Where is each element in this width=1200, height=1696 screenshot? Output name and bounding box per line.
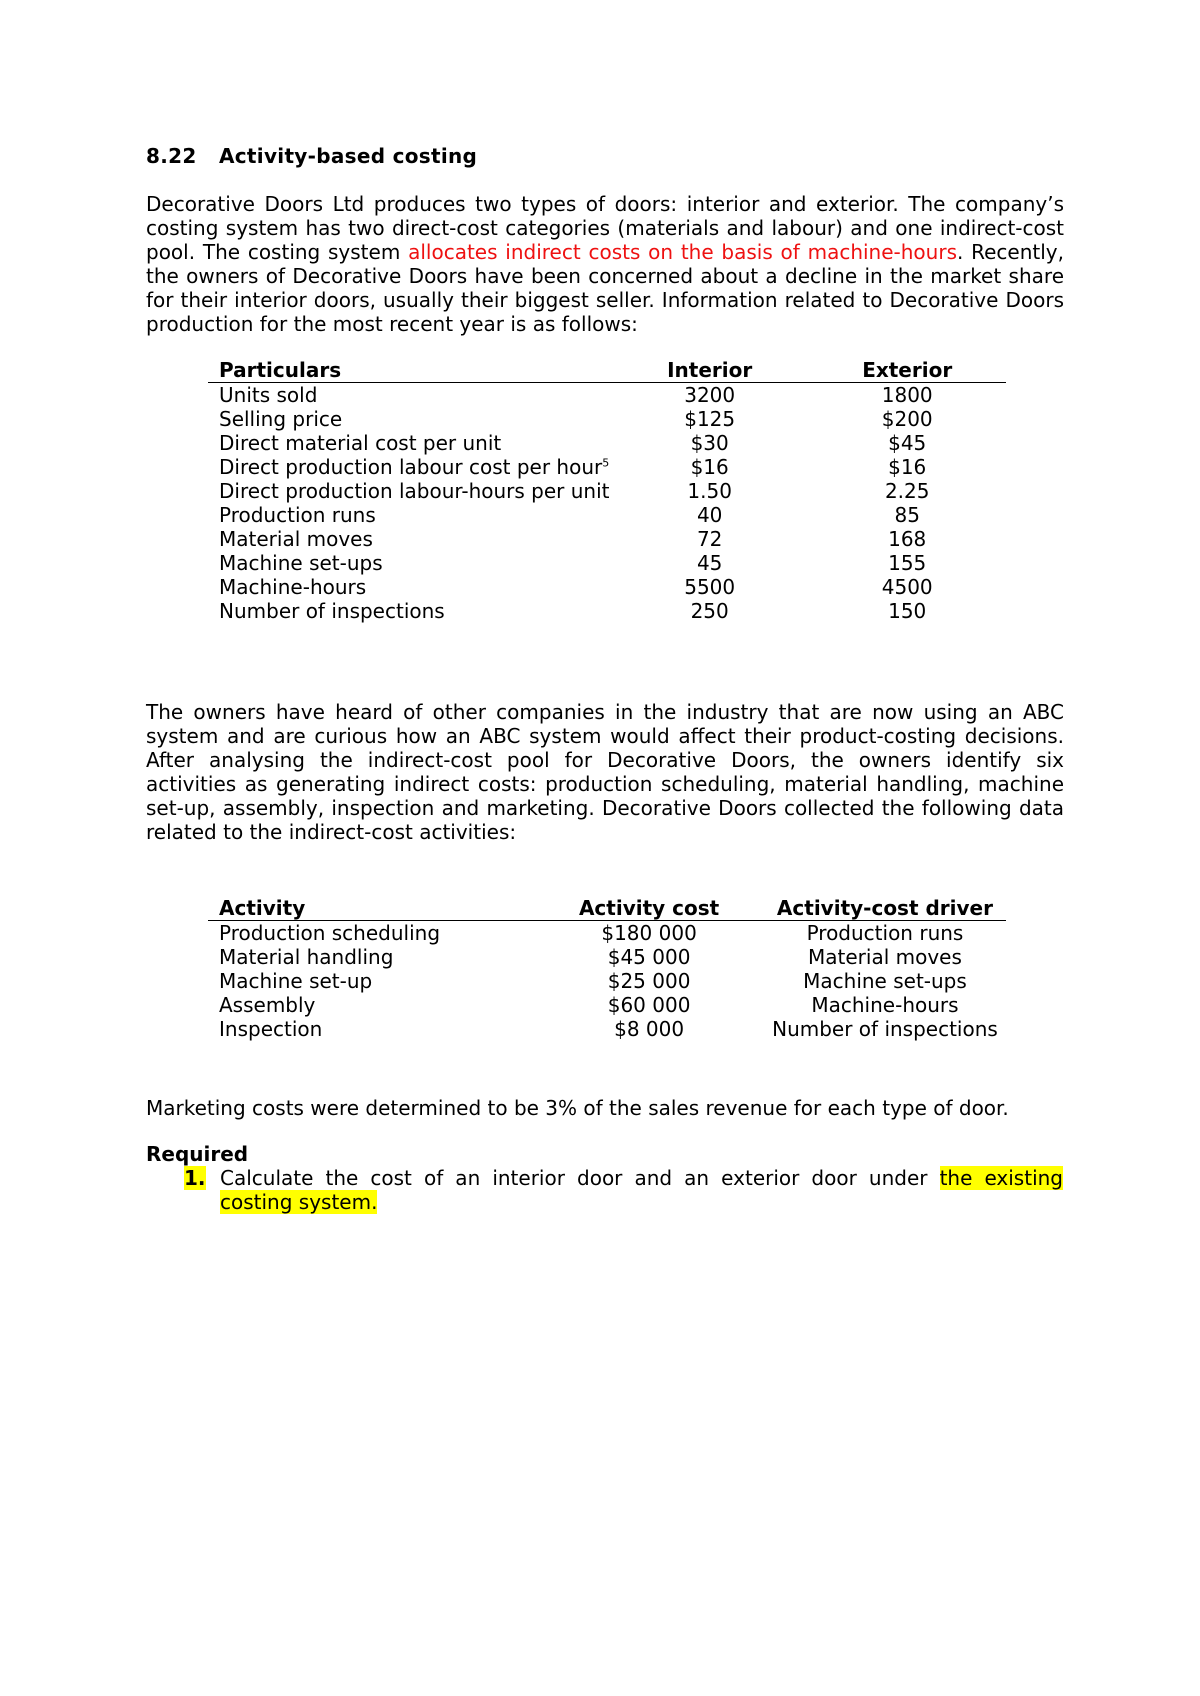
footnote-mark: 5 (602, 456, 610, 470)
table-cell: $25 000 (607, 969, 691, 993)
table-cell: Assembly (219, 993, 316, 1017)
table-row (208, 431, 1006, 455)
table-cell: Number of inspections (772, 1017, 998, 1041)
table-cell: 5500 (684, 575, 736, 599)
item-text: Calculate the cost of an interior door and an exterior door under (220, 1166, 940, 1190)
table-row (208, 503, 1006, 527)
table-cell: Direct material cost per unit (219, 431, 502, 455)
table-row (208, 599, 1006, 623)
table-cell: Direct production labour-hours per unit (219, 479, 610, 503)
table-cell: 85 (894, 503, 920, 527)
table-cell: $180 000 (601, 921, 697, 945)
required-list (184, 1166, 1064, 1214)
cell-text: Direct production labour cost per hour (219, 455, 603, 479)
table-cell: $16 (690, 455, 729, 479)
table-cell: Material handling (219, 945, 394, 969)
table-cell: Machine set-ups (803, 969, 967, 993)
table-row (208, 551, 1006, 575)
column-header: Exterior (808, 358, 1006, 383)
item-highlight-text: the existing costing system. (220, 1166, 1063, 1214)
table-cell: Selling price (219, 407, 343, 431)
table-cell: 1800 (881, 383, 933, 407)
table-cell: Material moves (219, 527, 373, 551)
section-title: Activity-based costing (219, 144, 478, 168)
table-cell: 4500 (881, 575, 933, 599)
table-cell: 1.50 (687, 479, 732, 503)
table-cell: $8 000 (614, 1017, 685, 1041)
table-row (208, 407, 1006, 431)
table-row (208, 479, 1006, 503)
table-row (208, 383, 1006, 408)
column-header: Activity (208, 896, 534, 921)
table-row (208, 945, 1006, 969)
table-row (208, 969, 1006, 993)
table-cell: Machine-hours (811, 993, 959, 1017)
table-row (208, 527, 1006, 551)
table-cell: $30 (690, 431, 729, 455)
section-heading (146, 144, 477, 168)
table-cell: 72 (696, 527, 723, 551)
table-cell: $60 000 (607, 993, 691, 1017)
table-cell: Machine set-up (219, 969, 373, 993)
marketing-paragraph: Marketing costs were determined to be 3% of the sales revenue for each type of door. (146, 1096, 1009, 1120)
list-item (184, 1166, 1063, 1214)
column-header: Activity-cost driver (764, 896, 1006, 921)
table-header-row (208, 896, 1006, 921)
table-cell: Units sold (219, 383, 318, 407)
intro-text-1: Decorative Doors Ltd produces two types of doors: interior and exterior. The company’s costing system has two direct-cost categories (materials and labour) and one indirect-cost pool. The costing system (146, 192, 1064, 264)
intro-red-text: allocates indirect costs on the basis of machine-hours (408, 240, 957, 264)
table-header-row (208, 358, 1006, 383)
column-header: Activity cost (534, 896, 764, 921)
table-row (208, 993, 1006, 1017)
required-heading: Required (146, 1142, 249, 1166)
activity-table (208, 896, 1006, 1041)
table-row (208, 575, 1006, 599)
column-header: Particulars (208, 358, 611, 383)
particulars-table (208, 358, 1006, 623)
table-cell: 45 (696, 551, 723, 575)
table-row (208, 455, 1006, 479)
table-cell: Production runs (806, 921, 964, 945)
table-cell: Material moves (808, 945, 962, 969)
table-cell: Machine-hours (219, 575, 367, 599)
table-cell: 3200 (684, 383, 736, 407)
table-cell: $16 (888, 455, 927, 479)
table-row (208, 921, 1006, 946)
table-cell: Production runs (219, 503, 376, 527)
item-number: 1. (184, 1166, 206, 1190)
table-cell: $125 (684, 407, 736, 431)
table-cell: Production scheduling (219, 921, 441, 945)
section-number: 8.22 (146, 144, 197, 168)
table-cell: Inspection (219, 1017, 323, 1041)
table-cell: 150 (888, 599, 927, 623)
table-cell: Number of inspections (219, 599, 445, 623)
table-cell: $45 (888, 431, 927, 455)
table-cell: Machine set-ups (219, 551, 383, 575)
table-cell: $200 (881, 407, 933, 431)
table-cell: 2.25 (884, 479, 930, 503)
table-row (208, 1017, 1006, 1041)
table-cell: 250 (690, 599, 729, 623)
table-cell: 168 (888, 527, 927, 551)
column-header: Interior (611, 358, 808, 383)
intro-paragraph (146, 192, 1064, 336)
abc-paragraph: The owners have heard of other companies in the industry that are now using an ABC system and are curious how an ABC system would affect their product-costing decisions. After analysing the indirect-cost pool for Decorative Doors, the owners identify six activities as generating indirect costs: production scheduling, material handling, machine set-up, assembly, inspection and marketing. Decorative Doors collected the following data related to the indirect-cost activities: (146, 700, 1064, 844)
table-cell: $45 000 (607, 945, 691, 969)
table-cell: 40 (696, 503, 723, 527)
table-cell: 155 (888, 551, 927, 575)
intro-text-2: . Recently, the owners of Decorative Doors have been concerned about a decline in the market share for their interior doors, usually their biggest seller. Information related to Decorative Doors production for the most recent year is as follows: (146, 240, 1064, 336)
table-cell (208, 455, 611, 479)
